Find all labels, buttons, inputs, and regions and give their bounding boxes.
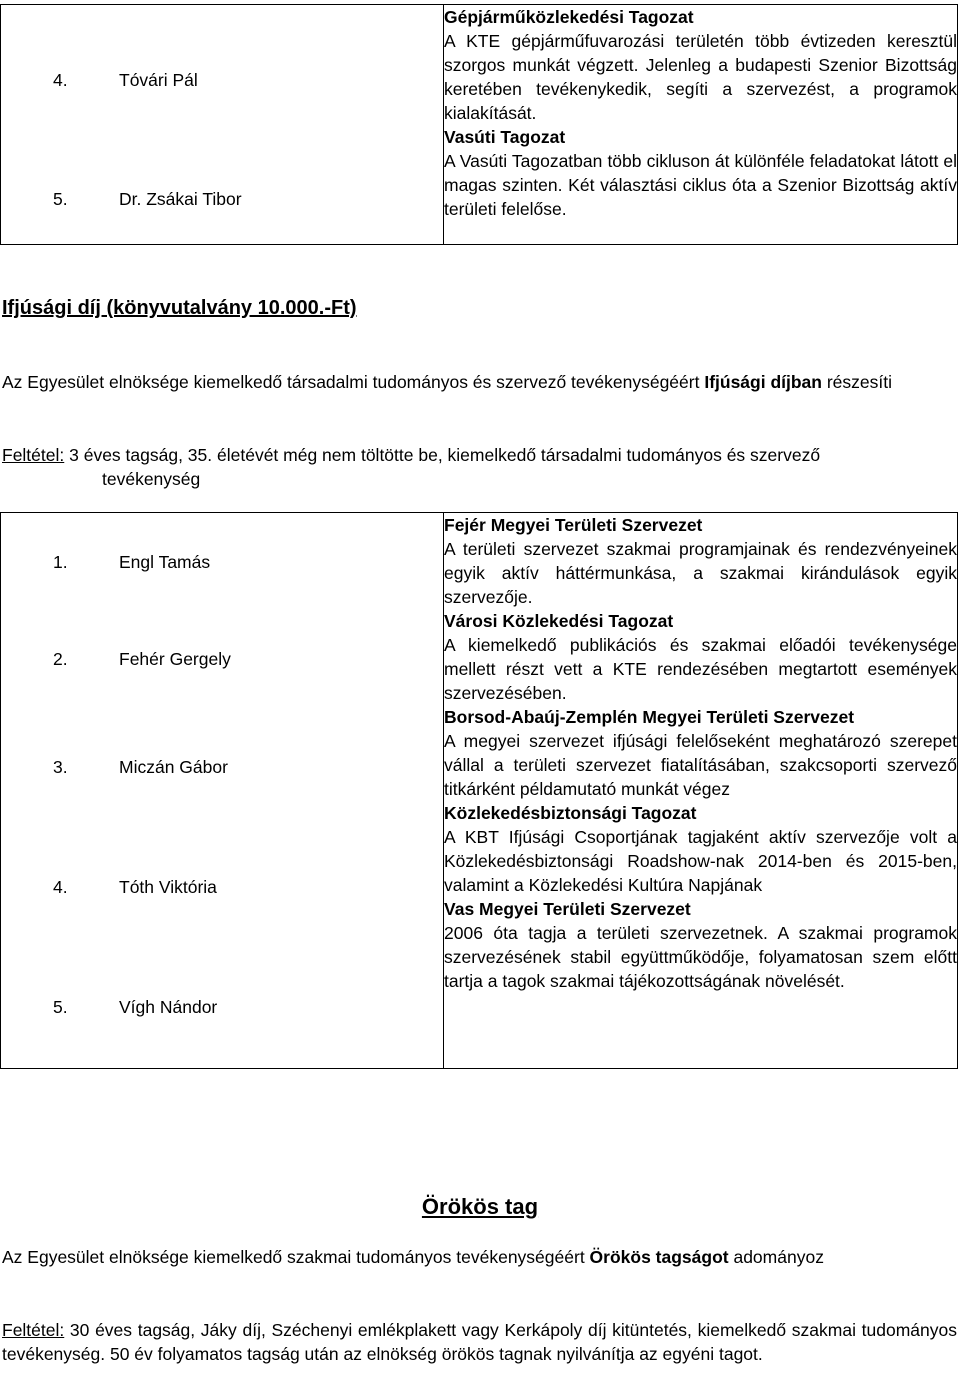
honorary-title bbox=[0, 1192, 960, 1222]
youth-award-intro bbox=[2, 370, 957, 394]
honorary-condition bbox=[2, 1318, 957, 1366]
youth-award-title bbox=[2, 296, 357, 320]
entry-text: A KBT Ifjúsági Csoportjának tagjaként aktív szervezője volt a Közlekedésbiztonsági Roadshow-nak 2014-ben és 2015-ben, valamint a Közlekedési Kultúra Napjának bbox=[444, 827, 957, 895]
person-number: 4. bbox=[53, 877, 68, 897]
person-name: Dr. Zsákai Tibor bbox=[119, 189, 242, 209]
intro-text-end: részesíti bbox=[821, 372, 893, 392]
entry-heading: Vasúti Tagozat bbox=[444, 127, 566, 147]
persons-cell bbox=[1, 5, 444, 245]
descriptions-cell bbox=[444, 513, 958, 1069]
condition-text-cont: tevékenység bbox=[102, 469, 201, 489]
youth-award-title-text: Ifjúsági díj (könyvutalvány 10.000.-Ft) bbox=[2, 297, 357, 319]
condition-text: 3 éves tagság, 35. életévét még nem töltötte be, kiemelkedő társadalmi tudományos és szervező bbox=[64, 445, 821, 465]
intro-text: Az Egyesület elnöksége kiemelkedő társadalmi tudományos és szervező tevékenységéért bbox=[2, 372, 705, 392]
entry-text: 2006 óta tagja a területi szervezetnek. A szakmai programok szervezésének stabil együttműködője, folyamatosan szem előtt tartja a tagok szakmai tájékozottságának növelését. bbox=[444, 923, 957, 991]
top-award-table bbox=[0, 4, 958, 245]
youth-award-condition bbox=[2, 443, 957, 467]
person-name: Fehér Gergely bbox=[119, 649, 231, 669]
intro-text-end: adományoz bbox=[728, 1247, 824, 1267]
entry-text: A kiemelkedő publikációs és szakmai előadói tevékenysége mellett részt vett a KTE rendezésében megtartott események szervezésében. bbox=[444, 635, 957, 703]
entry-heading: Vas Megyei Területi Szervezet bbox=[444, 899, 691, 919]
person-name: Tóvári Pál bbox=[119, 70, 198, 90]
entry-text: A területi szervezet szakmai programjainak és rendezvényeinek egyik aktív háttérmunkása, a szakmai kirándulások egyik szervezője. bbox=[444, 539, 957, 607]
persons-cell bbox=[1, 513, 444, 1069]
entry-heading: Közlekedésbiztonsági Tagozat bbox=[444, 803, 697, 823]
intro-bold: Örökös tagságot bbox=[589, 1247, 729, 1267]
entry-heading: Fejér Megyei Területi Szervezet bbox=[444, 515, 703, 535]
person-name: Engl Tamás bbox=[119, 552, 211, 572]
intro-bold: Ifjúsági díjban bbox=[704, 372, 822, 392]
entry-text: A megyei szervezet ifjúsági felelőseként meghatározó szerepet vállal a területi szervezet fiatalításában, szakcsoporti szervező titkárként példamutató munkát végez bbox=[444, 731, 957, 799]
entry-heading: Borsod-Abaúj-Zemplén Megyei Területi Szervezet bbox=[444, 707, 855, 727]
person-number: 5. bbox=[53, 189, 68, 209]
person-number: 5. bbox=[53, 997, 68, 1017]
entry-text: A KTE gépjárműfuvarozási területén több évtizeden keresztül szorgos munkát végzett. Jelenleg a budapesti Szenior Bizottság keretében tevékenykedik, segíti a szervezést, a programok kialakítását. bbox=[444, 31, 957, 123]
honorary-title-text: Örökös tag bbox=[421, 1194, 539, 1219]
entry-text: A Vasúti Tagozatban több cikluson át különféle feladatokat látott el magas szinten. Két választási ciklus óta a Szenior Bizottság aktív területi felelőse. bbox=[444, 151, 957, 219]
person-number: 4. bbox=[53, 70, 68, 90]
person-number: 1. bbox=[53, 552, 68, 572]
entry-heading: Városi Közlekedési Tagozat bbox=[444, 611, 674, 631]
honorary-intro bbox=[2, 1245, 957, 1269]
person-name: Tóth Viktória bbox=[119, 877, 217, 897]
intro-text: Az Egyesület elnöksége kiemelkedő szakmai tudományos tevékenységéért bbox=[2, 1247, 590, 1267]
entry-heading: Gépjárműközlekedési Tagozat bbox=[444, 7, 694, 27]
condition-label: Feltétel: bbox=[2, 1320, 65, 1340]
youth-award-table bbox=[0, 512, 958, 1069]
person-number: 2. bbox=[53, 649, 68, 669]
person-name: Miczán Gábor bbox=[119, 757, 228, 777]
condition-label: Feltétel: bbox=[2, 445, 65, 465]
person-number: 3. bbox=[53, 757, 68, 777]
descriptions-cell bbox=[444, 5, 958, 245]
youth-award-condition-cont bbox=[102, 467, 200, 491]
person-name: Vígh Nándor bbox=[119, 997, 218, 1017]
condition-text: 30 éves tagság, Jáky díj, Széchenyi emlékplakett vagy Kerkápoly díj kitüntetés, kiemelkedő szakmai tudományos tevékenység. 50 év folyamatos tagság után az elnökség örökös tagnak nyilvánítja az egyéni tagot. bbox=[2, 1320, 957, 1364]
